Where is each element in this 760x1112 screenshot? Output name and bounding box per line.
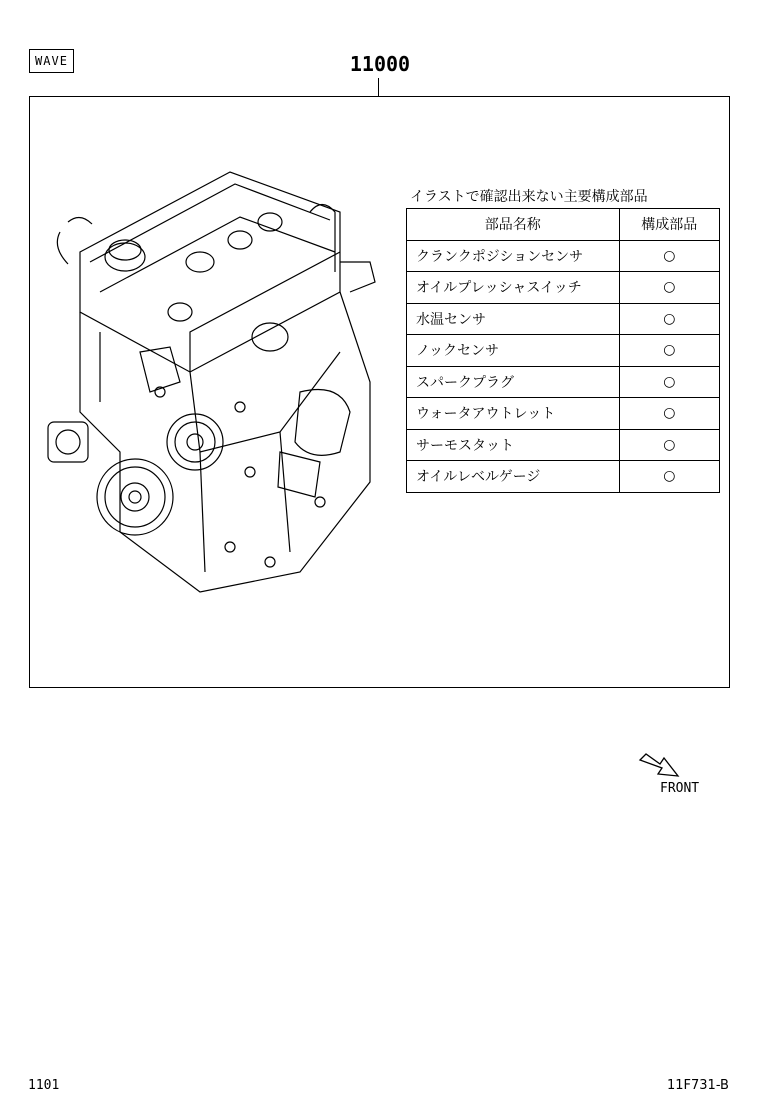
part-name-cell: オイルレベルゲージ	[407, 461, 620, 493]
included-mark-cell: ○	[619, 461, 719, 493]
part-name-cell: スパークプラグ	[407, 366, 620, 398]
part-name-cell: 水温センサ	[407, 303, 620, 335]
included-mark-cell: ○	[619, 366, 719, 398]
part-name-cell: ノックセンサ	[407, 335, 620, 367]
part-number: 11000	[349, 52, 411, 76]
components-table	[406, 208, 720, 493]
table-row	[407, 461, 720, 493]
front-label: FRONT	[660, 781, 700, 796]
part-name-cell: オイルプレッシャスイッチ	[407, 272, 620, 304]
part-number-leader-line	[378, 78, 379, 97]
table-row	[407, 398, 720, 430]
table-row	[407, 272, 720, 304]
table-row	[407, 335, 720, 367]
page-code-left: 1101	[28, 1078, 60, 1093]
table-row	[407, 303, 720, 335]
header-part-name: 部品名称	[407, 209, 620, 241]
table-caption: イラストで確認出来ない主要構成部品	[410, 189, 648, 205]
included-mark-cell: ○	[619, 398, 719, 430]
part-name-cell: クランクポジションセンサ	[407, 240, 620, 272]
included-mark-cell: ○	[619, 240, 719, 272]
header-included: 構成部品	[619, 209, 719, 241]
included-mark-cell: ○	[619, 303, 719, 335]
included-mark-cell: ○	[619, 272, 719, 304]
engine-assembly-illustration	[40, 152, 380, 612]
table-row	[407, 240, 720, 272]
front-arrow-icon	[638, 750, 682, 780]
table-row	[407, 366, 720, 398]
model-badge: WAVE	[29, 49, 74, 73]
table-row	[407, 429, 720, 461]
table-header-row	[407, 209, 720, 241]
page-code-right: 11F731-B	[667, 1078, 729, 1093]
included-mark-cell: ○	[619, 429, 719, 461]
included-mark-cell: ○	[619, 335, 719, 367]
part-name-cell: ウォータアウトレット	[407, 398, 620, 430]
part-name-cell: サーモスタット	[407, 429, 620, 461]
